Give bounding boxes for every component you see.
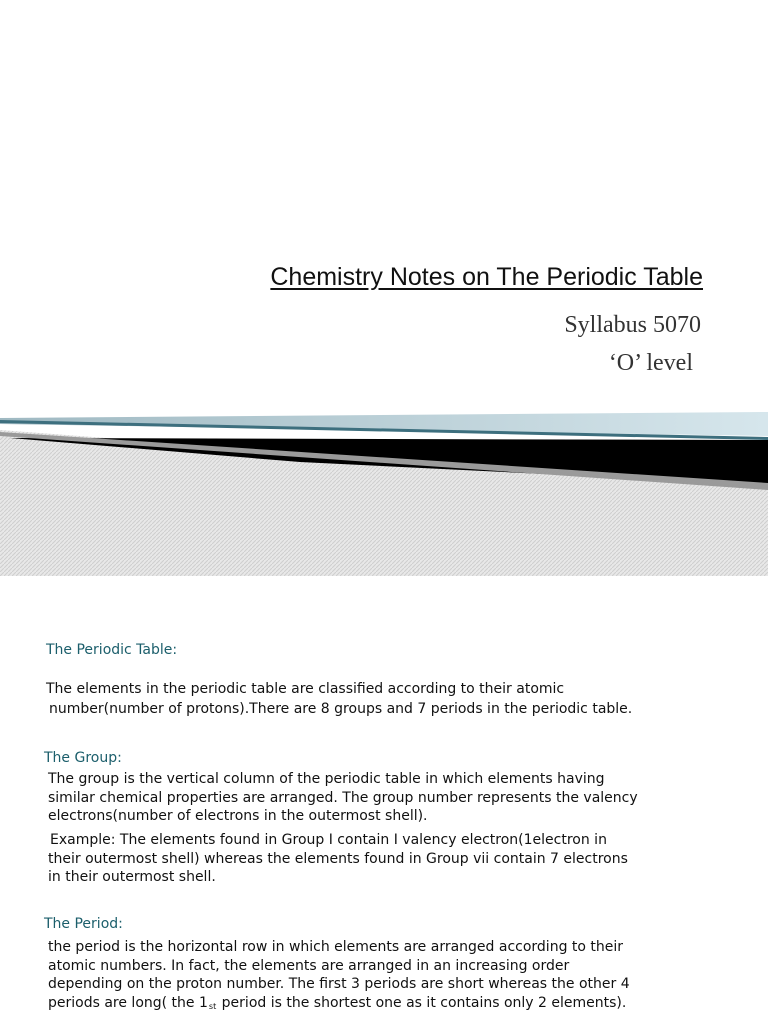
text-line — [48, 994, 630, 1017]
text-line: the period is the horizontal row in which elements are arranged according to their — [48, 939, 624, 955]
heading-group: The Group: — [44, 750, 122, 766]
text-line: The elements in the periodic table are classified according to their atomic — [46, 681, 565, 697]
text-line: depending on the proton number. The first 3 periods are short whereas the other 4 — [48, 976, 630, 992]
subtitle-level: ‘O’ level — [608, 350, 693, 376]
subtitle-syllabus: Syllabus 5070 — [564, 312, 701, 338]
text-line: number(number of protons).There are 8 groups and 7 periods in the periodic table. — [49, 701, 633, 717]
text-line: their outermost shell) whereas the elements found in Group vii contain 7 electrons — [48, 850, 628, 867]
text-line: The group is the vertical column of the periodic table in which elements having — [48, 771, 605, 787]
text-line: Example: The elements found in Group I contain I valency electron(1electron in — [50, 832, 607, 848]
heading-periodic-table: The Periodic Table: — [46, 642, 178, 658]
text-segment: period is the shortest one as it contains only 2 elements). — [217, 994, 627, 1011]
notes-slide — [0, 576, 768, 1024]
paragraph-group-definition — [48, 770, 638, 826]
text-line: in their outermost shell. — [48, 869, 216, 885]
text-segment: periods are long( the 1 — [48, 994, 208, 1011]
ordinal-suffix: st — [208, 1001, 217, 1011]
text-line: similar chemical properties are arranged. The group number represents the valency — [48, 789, 638, 806]
paragraph-periodic-table — [46, 679, 632, 719]
text-line: atomic numbers. In fact, the elements are arranged in an increasing order — [48, 957, 570, 974]
page-title: Chemistry Notes on The Periodic Table — [270, 263, 703, 291]
paragraph-group-example — [48, 831, 628, 887]
paragraph-period — [48, 938, 630, 1016]
heading-period: The Period: — [44, 916, 123, 932]
text-line: electrons(number of electrons in the outermost shell). — [48, 808, 428, 824]
